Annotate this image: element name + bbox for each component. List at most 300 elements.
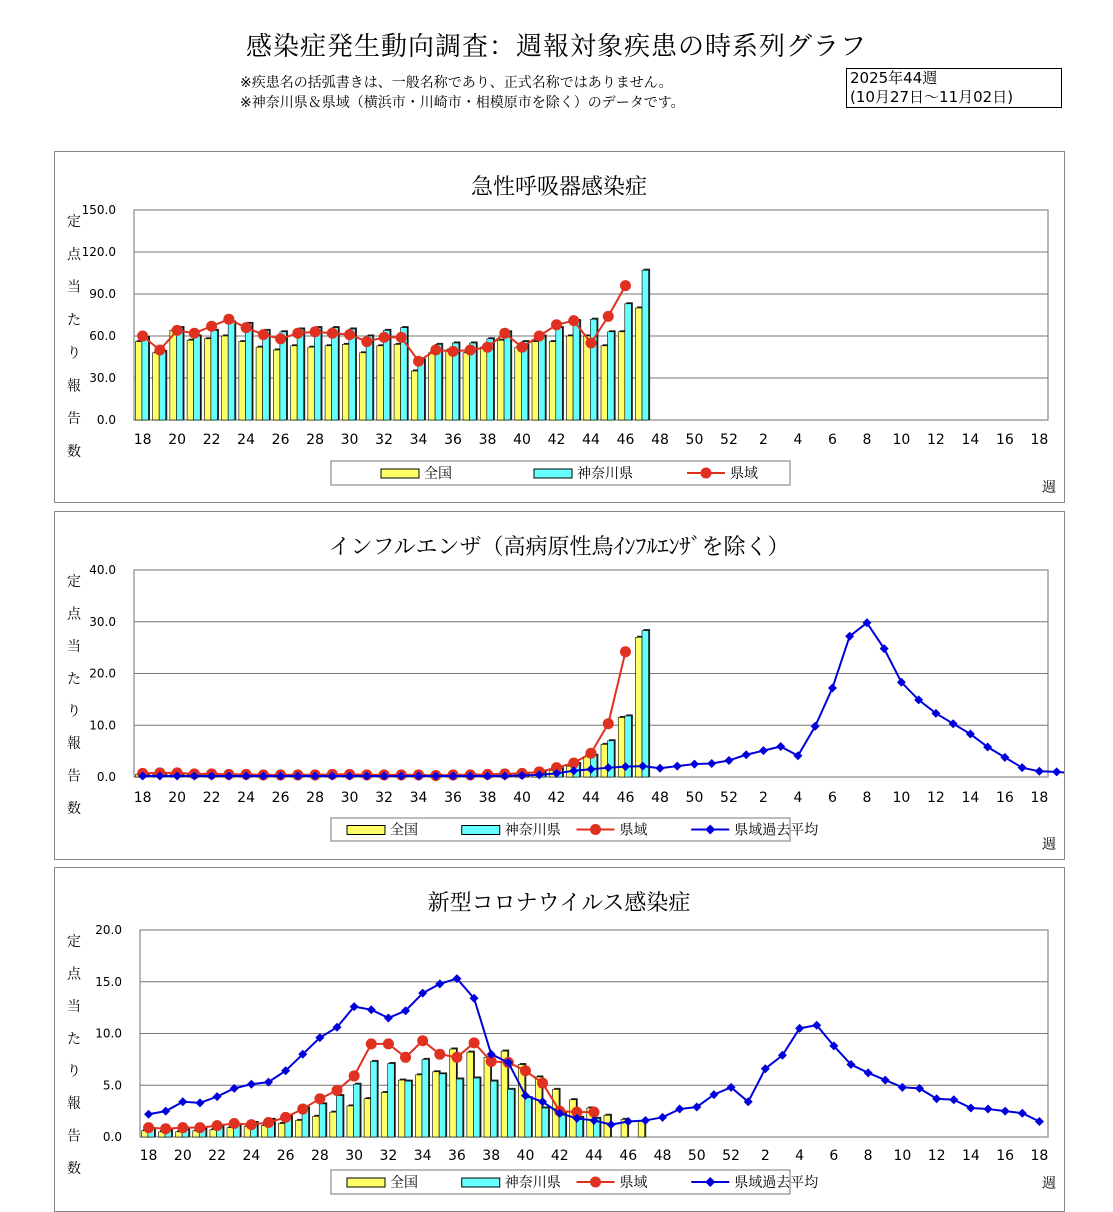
y-tick-label: 60.0: [89, 329, 116, 343]
bar-national: [601, 744, 608, 777]
bar-prefecture: [371, 1061, 378, 1137]
bar-prefecture: [439, 1074, 446, 1137]
y-axis-label-char: 数: [67, 1161, 81, 1177]
x-tick-label: 32: [375, 432, 393, 448]
legend-label: 県域: [619, 1175, 648, 1191]
bar-prefecture: [280, 332, 287, 420]
bar-prefecture: [642, 631, 649, 777]
y-axis-label-char: 告: [67, 1128, 81, 1145]
bar-national: [239, 342, 246, 420]
bar-national: [635, 637, 642, 777]
x-tick-label: 2: [758, 432, 768, 448]
bar-national: [342, 344, 349, 420]
x-tick-label: 24: [242, 1148, 261, 1164]
y-axis-label-char: り: [67, 703, 81, 720]
x-axis-label: 週: [1042, 837, 1056, 853]
point-region: [379, 332, 390, 343]
point-region: [568, 315, 579, 326]
point-region: [551, 319, 562, 330]
x-tick-label: 50: [685, 432, 704, 448]
x-tick-label: 22: [208, 1148, 227, 1164]
x-tick-label: 28: [310, 1148, 329, 1164]
x-tick-label: 24: [237, 790, 256, 806]
y-axis-label-char: 定: [67, 214, 81, 230]
bar-prefecture: [405, 1081, 412, 1137]
bar-national: [532, 342, 539, 420]
x-tick-label: 14: [961, 790, 980, 806]
bar-national: [415, 1075, 422, 1137]
bar-national: [601, 346, 608, 420]
x-tick-label: 20: [173, 1148, 192, 1164]
legend-label: 県域: [619, 822, 648, 839]
bar-prefecture: [491, 1081, 498, 1137]
bar-national: [278, 1124, 285, 1137]
x-tick-label: 36: [444, 432, 462, 448]
bar-prefecture: [608, 332, 615, 420]
x-tick-label: 34: [409, 432, 428, 448]
legend-label: 全国: [390, 1175, 418, 1191]
bar-national: [429, 353, 436, 420]
bar-prefecture: [245, 323, 252, 420]
bar-national: [463, 353, 470, 420]
y-axis-label-char: た: [67, 1031, 81, 1048]
chart-title: 急性呼吸器感染症: [470, 175, 648, 200]
x-tick-label: 20: [168, 790, 187, 806]
bar-prefecture: [142, 337, 149, 420]
bar-prefecture: [353, 1084, 360, 1137]
point-region: [241, 322, 252, 333]
x-tick-label: 26: [271, 790, 290, 806]
legend-label: 全国: [424, 466, 452, 482]
point-region: [413, 356, 424, 367]
x-tick-label: 16: [996, 1148, 1015, 1164]
x-tick-label: 44: [582, 790, 600, 806]
y-axis-label-char: 数: [67, 801, 81, 817]
bar-national: [381, 1092, 388, 1137]
bar-national: [394, 344, 401, 420]
bar-prefecture: [625, 304, 632, 420]
point-region: [206, 321, 217, 332]
bar-prefecture: [388, 1064, 395, 1137]
y-tick-label: 30.0: [89, 614, 116, 629]
point-region: [434, 1049, 445, 1060]
bar-national: [364, 1099, 371, 1137]
y-tick-label: 120.0: [81, 245, 116, 259]
x-tick-label: 52: [720, 790, 738, 806]
point-region: [586, 338, 597, 349]
bar-national: [446, 350, 453, 420]
bar-national: [273, 350, 280, 420]
x-tick-label: 28: [306, 790, 324, 806]
x-tick-label: 40: [516, 1148, 535, 1164]
x-tick-label: 2: [758, 790, 768, 806]
x-tick-label: 8: [862, 790, 872, 806]
x-tick-label: 48: [653, 1148, 672, 1164]
x-tick-label: 44: [585, 1148, 603, 1164]
x-tick-label: 36: [444, 790, 462, 806]
bar-prefecture: [159, 351, 166, 420]
x-tick-label: 32: [375, 790, 393, 806]
x-tick-label: 12: [926, 790, 945, 806]
bar-prefecture: [525, 1098, 532, 1137]
bar-national: [411, 371, 418, 420]
x-tick-label: 44: [582, 432, 600, 448]
bar-national: [638, 1121, 645, 1137]
bar-prefecture: [573, 321, 580, 420]
point-region: [223, 314, 234, 325]
y-tick-label: 10.0: [89, 718, 116, 733]
y-axis-label-char: 当: [67, 638, 81, 655]
bar-national: [204, 339, 211, 420]
bar-national: [549, 342, 556, 420]
bar-prefecture: [349, 329, 356, 420]
y-tick-label: 20.0: [89, 666, 116, 681]
y-tick-label: 40.0: [89, 563, 116, 577]
x-tick-label: 8: [862, 432, 872, 448]
bar-national: [187, 340, 194, 420]
x-tick-label: 4: [793, 432, 803, 448]
x-tick-label: 50: [687, 1148, 706, 1164]
point-region: [451, 1052, 462, 1063]
legend-marker: [701, 468, 712, 479]
bar-national: [325, 346, 332, 420]
bar-prefecture: [383, 330, 390, 420]
bar-national: [256, 347, 263, 420]
x-tick-label: 40: [513, 790, 531, 806]
legend-swatch: [534, 469, 572, 478]
x-tick-label: 18: [133, 790, 152, 806]
chart-panel-covid: [54, 867, 1065, 1212]
bar-prefecture: [194, 336, 201, 420]
point-region: [154, 345, 165, 356]
y-axis-label-char: 定: [67, 574, 81, 590]
point-region: [349, 1070, 360, 1081]
bar-prefecture: [176, 328, 183, 420]
point-region: [396, 332, 407, 343]
x-tick-label: 10: [893, 1148, 912, 1164]
x-tick-label: 6: [827, 790, 837, 806]
y-tick-label: 0.0: [102, 1130, 122, 1144]
point-region: [534, 331, 545, 342]
legend-marker: [590, 1177, 601, 1188]
x-tick-label: 14: [961, 432, 980, 448]
legend-swatch: [347, 1178, 385, 1187]
point-region: [620, 646, 631, 657]
bar-prefecture: [473, 1078, 480, 1137]
legend-swatch: [381, 469, 419, 478]
chart-covid: [55, 868, 1064, 1211]
chart-title: インフルエンザ（高病原性鳥ｲﾝﾌﾙｴﾝｻﾞを除く）: [328, 535, 790, 560]
x-tick-label: 48: [651, 432, 669, 448]
x-tick-label: 34: [413, 1148, 432, 1164]
point-region: [537, 1078, 548, 1089]
x-tick-label: 38: [478, 432, 497, 448]
x-tick-label: 20: [168, 432, 187, 448]
point-region: [517, 342, 528, 353]
x-tick-label: 18: [133, 432, 152, 448]
bar-national: [484, 1057, 491, 1137]
week-box: [846, 68, 1062, 108]
point-region: [465, 345, 476, 356]
chart-title: 新型コロナウイルス感染症: [427, 891, 691, 916]
bar-prefecture: [435, 344, 442, 420]
point-region: [499, 328, 510, 339]
point-region: [520, 1065, 531, 1076]
point-region: [327, 328, 338, 339]
week-label: 2025年44週: [850, 69, 938, 87]
bar-national: [377, 346, 384, 420]
point-region: [280, 1112, 291, 1123]
bar-prefecture: [319, 1104, 326, 1137]
bar-national: [330, 1112, 337, 1137]
point-region: [172, 325, 183, 336]
x-tick-label: 46: [619, 1148, 638, 1164]
bar-national: [308, 347, 315, 420]
x-tick-label: 26: [276, 1148, 295, 1164]
page-title: 感染症発生動向調査：週報対象疾患の時系列グラフ: [245, 32, 867, 62]
point-region: [620, 280, 631, 291]
x-tick-label: 4: [795, 1148, 805, 1164]
point-past-average: [1052, 767, 1061, 776]
legend-swatch: [462, 1178, 500, 1187]
y-axis-label-char: 報: [67, 378, 81, 395]
y-tick-label: 150.0: [81, 203, 116, 217]
bar-prefecture: [332, 328, 339, 420]
point-region: [189, 328, 200, 339]
bar-national: [170, 330, 177, 420]
y-axis-label-char: 報: [67, 1096, 81, 1113]
point-region: [177, 1122, 188, 1133]
x-tick-label: 46: [616, 432, 635, 448]
y-tick-label: 0.0: [96, 413, 116, 427]
x-tick-label: 16: [995, 790, 1014, 806]
x-tick-label: 42: [550, 1148, 569, 1164]
bar-prefecture: [314, 328, 321, 420]
point-region: [344, 329, 355, 340]
x-tick-label: 36: [448, 1148, 466, 1164]
y-axis-label-char: り: [67, 345, 81, 362]
point-region: [366, 1038, 377, 1049]
y-axis-label-char: 当: [67, 279, 81, 296]
bar-prefecture: [539, 336, 546, 420]
legend-swatch: [462, 826, 500, 835]
bar-prefecture: [418, 360, 425, 420]
bar-prefecture: [211, 330, 218, 420]
point-region: [194, 1122, 205, 1133]
point-region: [586, 748, 597, 759]
x-tick-label: 22: [202, 432, 221, 448]
y-tick-label: 20.0: [95, 923, 122, 937]
legend-label: 神奈川県: [577, 466, 633, 482]
x-tick-label: 4: [793, 790, 803, 806]
point-region: [292, 328, 303, 339]
chart-panel-influenza: [54, 511, 1065, 860]
bar-national: [296, 1120, 303, 1137]
legend-marker: [590, 824, 601, 835]
x-tick-label: 28: [306, 432, 324, 448]
point-region: [448, 346, 459, 357]
y-axis-label-char: た: [67, 312, 81, 329]
y-axis-label-char: 報: [67, 736, 81, 753]
legend-label: 県域過去平均: [734, 822, 819, 839]
bar-national: [567, 336, 574, 420]
x-tick-label: 6: [827, 432, 837, 448]
bar-national: [347, 1106, 354, 1137]
bar-national: [467, 1052, 474, 1137]
x-tick-label: 10: [892, 432, 911, 448]
x-tick-label: 50: [685, 790, 704, 806]
x-tick-label: 52: [720, 432, 738, 448]
x-tick-label: 24: [237, 432, 256, 448]
point-region: [417, 1035, 428, 1046]
point-region: [143, 1122, 154, 1133]
chart-acute-respiratory: [55, 152, 1064, 502]
point-region: [430, 345, 441, 356]
x-tick-label: 40: [513, 432, 531, 448]
y-tick-label: 0.0: [96, 770, 116, 784]
x-axis-label: 週: [1042, 1176, 1056, 1192]
point-region: [314, 1093, 325, 1104]
legend-label: 神奈川県: [504, 1175, 561, 1191]
bar-national: [360, 353, 367, 420]
bar-prefecture: [508, 1089, 515, 1137]
bar-national: [618, 332, 625, 420]
x-tick-label: 38: [478, 790, 497, 806]
point-region: [469, 1037, 480, 1048]
bar-prefecture: [521, 342, 528, 420]
chart-panel-acute-respiratory: [54, 151, 1065, 503]
x-tick-label: 16: [995, 432, 1014, 448]
bar-national: [153, 353, 160, 420]
legend-label: 神奈川県: [504, 822, 561, 839]
x-tick-label: 18: [1030, 1148, 1049, 1164]
legend-swatch: [347, 826, 385, 835]
y-axis-label-char: 点: [67, 606, 81, 623]
x-tick-label: 34: [409, 790, 428, 806]
point-region: [258, 329, 269, 340]
y-tick-label: 5.0: [102, 1078, 122, 1093]
point-region: [603, 311, 614, 322]
x-tick-label: 30: [340, 790, 359, 806]
point-region: [212, 1120, 223, 1131]
bar-prefecture: [297, 329, 304, 420]
x-tick-label: 12: [927, 1148, 946, 1164]
y-axis-label-char: 点: [67, 246, 81, 263]
bar-national: [515, 347, 522, 420]
y-axis-label-char: 当: [67, 998, 81, 1015]
bar-national: [480, 347, 487, 420]
bar-prefecture: [556, 328, 563, 420]
y-axis-label-char: 点: [67, 966, 81, 983]
x-tick-label: 48: [651, 790, 669, 806]
bar-prefecture: [228, 322, 235, 420]
point-region: [246, 1119, 257, 1130]
bar-national: [498, 340, 505, 420]
x-tick-label: 30: [340, 432, 359, 448]
bar-prefecture: [456, 1079, 463, 1137]
point-region: [310, 326, 321, 337]
week-range: (10月27日～11月02日): [850, 88, 1014, 106]
point-region: [229, 1118, 240, 1129]
note-disease-names: ※疾患名の括弧書きは、一般名称であり、正式名称ではありません。: [240, 75, 673, 91]
x-tick-label: 2: [760, 1148, 770, 1164]
x-tick-label: 18: [1030, 432, 1049, 448]
legend-label: 県域過去平均: [734, 1175, 819, 1191]
x-axis-label: 週: [1042, 480, 1056, 496]
bar-national: [584, 336, 591, 420]
x-tick-label: 14: [961, 1148, 980, 1164]
x-tick-label: 6: [829, 1148, 839, 1164]
y-axis-label-char: 定: [67, 934, 81, 950]
point-region: [263, 1117, 274, 1128]
bar-national: [635, 308, 642, 420]
x-tick-label: 52: [722, 1148, 740, 1164]
point-region: [383, 1038, 394, 1049]
bar-national: [291, 346, 298, 420]
y-tick-label: 10.0: [95, 1026, 122, 1041]
x-tick-label: 30: [345, 1148, 364, 1164]
bar-prefecture: [504, 332, 511, 420]
bar-national: [433, 1072, 440, 1137]
bar-prefecture: [542, 1108, 549, 1137]
point-region: [275, 333, 286, 344]
point-region: [297, 1104, 308, 1115]
bar-national: [222, 336, 229, 420]
legend-label: 全国: [390, 822, 418, 839]
bar-prefecture: [366, 336, 373, 420]
x-tick-label: 18: [1030, 790, 1049, 806]
y-axis-label-char: た: [67, 671, 81, 688]
x-tick-label: 10: [892, 790, 911, 806]
bar-national: [398, 1080, 405, 1137]
y-axis-label-char: 告: [67, 768, 81, 785]
x-tick-label: 12: [926, 432, 945, 448]
bar-prefecture: [336, 1096, 343, 1137]
point-region: [603, 718, 614, 729]
chart-influenza: [55, 512, 1064, 859]
legend-label: 県域: [730, 466, 758, 482]
x-tick-label: 42: [547, 790, 566, 806]
bar-prefecture: [642, 270, 649, 420]
x-tick-label: 22: [202, 790, 221, 806]
note-data-scope: ※神奈川県＆県域（横浜市・川崎市・相模原市を除く）のデータです。: [240, 95, 685, 111]
y-tick-label: 30.0: [89, 371, 116, 385]
bar-national: [313, 1116, 320, 1137]
point-region: [160, 1123, 171, 1134]
x-tick-label: 42: [547, 432, 566, 448]
point-region: [400, 1052, 411, 1063]
point-region: [361, 336, 372, 347]
bar-prefecture: [422, 1059, 429, 1137]
bar-national: [135, 342, 142, 420]
y-axis-label-char: 数: [67, 444, 81, 460]
x-tick-label: 32: [379, 1148, 398, 1164]
y-tick-label: 15.0: [95, 974, 122, 989]
x-tick-label: 8: [863, 1148, 873, 1164]
x-tick-label: 46: [616, 790, 635, 806]
y-axis-label-char: り: [67, 1063, 81, 1080]
y-axis-label-char: 告: [67, 411, 81, 428]
point-region: [137, 331, 148, 342]
bar-national: [227, 1128, 234, 1137]
bar-prefecture: [263, 330, 270, 420]
y-tick-label: 90.0: [89, 287, 116, 301]
x-tick-label: 26: [271, 432, 290, 448]
point-region: [332, 1085, 343, 1096]
x-tick-label: 38: [482, 1148, 501, 1164]
x-tick-label: 18: [139, 1148, 158, 1164]
point-region: [482, 342, 493, 353]
